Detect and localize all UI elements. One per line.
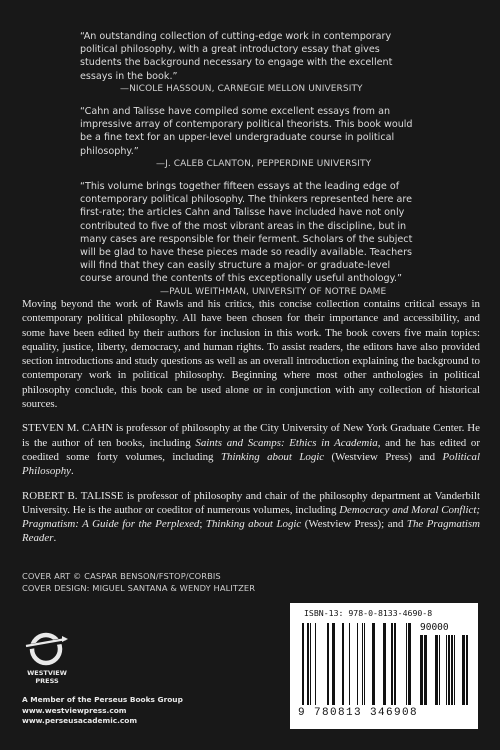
quote-text: “Cahn and Talisse have compiled some excellent essays from an impressive array of contemporary political theorists. This book would be a fine text for an upper-level undergraduate course in political philosophy.” — [80, 106, 413, 157]
praise-quote — [80, 105, 422, 171]
quote-text: “This volume brings together fifteen essays at the leading edge of contemporary political philosophy. The thinkers represented here are first-rate; the articles Cahn and Talisse have included have not only contributed to five of the most vibrant areas in the discipline, but in many cases are responsible for their ferment. Scholars of the subject will be glad to have these pieces made so readily available. Teachers will find that they can easily structure a major- or graduate-level course around the contents of this exceptionally useful anthology.” — [80, 181, 413, 285]
barcode-digits: 9 780813 346908 — [298, 707, 419, 719]
publisher-member: A Member of the Perseus Books Group — [22, 695, 183, 704]
bio-text: . — [53, 532, 57, 545]
cover-design-credit: COVER DESIGN: MIGUEL SANTANA & WENDY HALITZER — [22, 582, 256, 593]
book-title: Saints and Scamps: Ethics in Academia — [195, 436, 378, 449]
praise-section — [80, 30, 422, 308]
price-code: 90000 — [420, 622, 449, 633]
book-title: Thinking about Logic — [205, 518, 302, 531]
bio-text: STEVEN M. CAHN is professor of philosophy at the City University of New York Graduate Center. He is the author of ten books, including — [22, 422, 480, 449]
quote-attribution: —NICOLE HASSOUN, CARNEGIE MELLON UNIVERSITY — [120, 83, 363, 94]
cover-credits — [22, 571, 322, 594]
publisher-info — [22, 695, 282, 727]
quote-attribution: —PAUL WEITHMAN, UNIVERSITY OF NOTRE DAME — [160, 286, 387, 297]
bio-text: ROBERT B. TALISSE is professor of philosophy and chair of the philosophy department at Vanderbilt University. He is the author or coeditor of numerous volumes, including — [22, 489, 480, 516]
book-description: Moving beyond the work of Rawls and his critics, this concise collection contains critical essays in contemporary political philosophy. All have been chosen for their importance and accessibility, and some have been edited by their authors for inclusion in this work. The book covers five main topics: equality, justice, liberty, democracy, and human rights. To assist readers, the editors have also provided section introductions and study questions as well as an overall introduction explaining the background to contemporary work in political philosophy. Beginning where most other anthologies in political philosophy conclude, this book can be used alone or in conjunction with any collection of historical sources. — [22, 298, 480, 411]
publisher-logo-label — [24, 670, 70, 685]
book-title: The Pragmatism Reader — [22, 518, 480, 545]
bio-text: (Westview Press) and — [324, 450, 443, 463]
publisher-url: www.westviewpress.com — [22, 705, 127, 715]
book-description-section — [22, 297, 480, 556]
book-title: Democracy and Moral Conflict; Pragmatism: A Guide for the Perplexed — [22, 503, 480, 531]
bio-text: . — [71, 465, 74, 478]
author-bio-cahn — [22, 421, 480, 478]
book-title: Thinking about Logic — [220, 450, 325, 463]
author-bio-talisse — [22, 489, 480, 546]
bio-text: ; — [199, 518, 206, 531]
logo-text: PRESS — [35, 676, 59, 685]
cover-art-credit: COVER ART © CASPAR BENSON/FSTOP/CORBIS — [22, 571, 221, 581]
bio-text: (Westview Press); and — [301, 518, 407, 531]
logo-text: WESTVIEW — [27, 669, 67, 677]
barcode-panel — [290, 603, 478, 729]
praise-quote — [80, 180, 422, 299]
publisher-url: www.perseusacademic.com — [22, 716, 138, 725]
quote-attribution: —J. CALEB CLANTON, PEPPERDINE UNIVERSITY — [156, 158, 372, 169]
westview-logo-icon — [22, 623, 70, 671]
book-title: Political Philosophy — [22, 450, 480, 478]
quote-text: “An outstanding collection of cutting-edge work in contemporary political philosophy, with a great introductory essay that gives students the background necessary to engage with the excellent essays in the book.” — [80, 31, 393, 82]
isbn-label: ISBN-13: 978-0-8133-4690-8 — [304, 608, 433, 618]
praise-quote — [80, 30, 422, 96]
bio-text: , and he has edited or coedited some forty volumes, including — [22, 436, 480, 463]
